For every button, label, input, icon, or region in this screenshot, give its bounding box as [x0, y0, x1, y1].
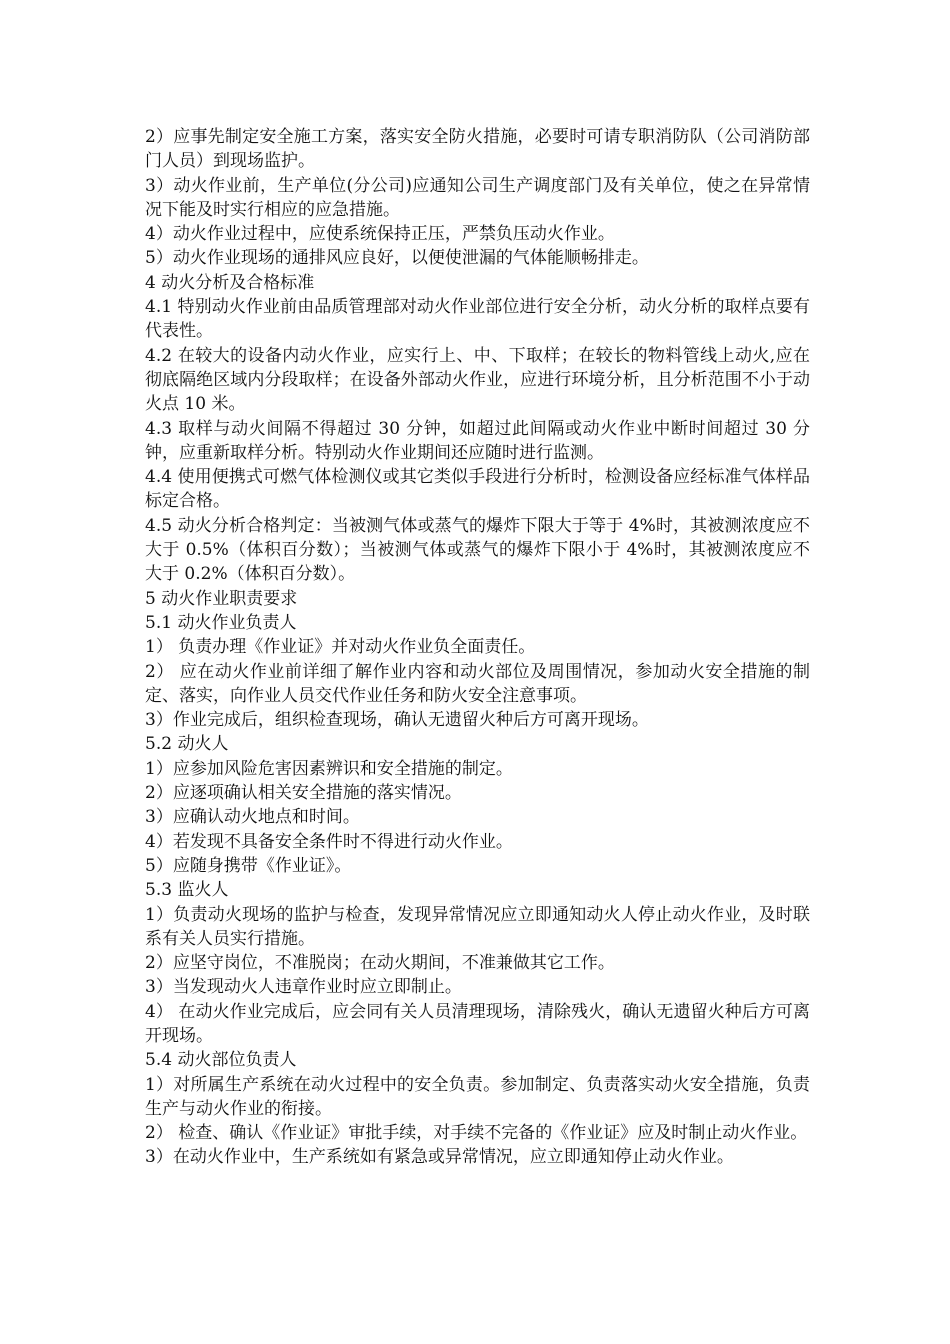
paragraph-4-1: 4.1 特别动火作业前由品质管理部对动火作业部位进行安全分析，动火分析的取样点要有代表性。 [145, 297, 810, 342]
list-item-5-1-1: 1） 负责办理《作业证》并对动火作业负全面责任。 [145, 637, 536, 658]
section-heading-4: 4 动火分析及合格标准 [145, 272, 315, 293]
list-item-5-2-3: 3）应确认动火地点和时间。 [145, 807, 360, 828]
list-item-5-2-2: 2）应逐项确认相关安全措施的落实情况。 [145, 783, 462, 804]
list-item-5-4-2: 2） 检查、确认《作业证》审批手续，对手续不完备的《作业证》应及时制止动火作业。 [145, 1123, 808, 1144]
subsection-heading-5-3: 5.3 监火人 [145, 880, 229, 901]
paragraph-4-5: 4.5 动火分析合格判定：当被测气体或蒸气的爆炸下限大于等于 4%时，其被测浓度应不大于 0.5%（体积百分数）；当被测气体或蒸气的爆炸下限小于 4%时，其被测浓度应不大于 0.2%（体积百分数）。 [145, 515, 810, 585]
paragraph-3-notify-dispatch: 3）动火作业前，生产单位(分公司)应通知公司生产调度部门及有关单位，使之在异常情况下能及时实行相应的应急措施。 [145, 175, 810, 220]
document-body [145, 125, 810, 1170]
list-item-5-3-2: 2）应坚守岗位，不准脱岗；在动火期间，不准兼做其它工作。 [145, 953, 615, 974]
paragraph-4-2: 4.2 在较大的设备内动火作业，应实行上、中、下取样；在较长的物料管线上动火,应在彻底隔绝区域内分段取样；在设备外部动火作业，应进行环境分析，且分析范围不小于动火点 10 米。 [145, 345, 810, 415]
list-item-5-2-1: 1）应参加风险危害因素辨识和安全措施的制定。 [145, 758, 513, 779]
subsection-heading-5-1: 5.1 动火作业负责人 [145, 612, 297, 633]
subsection-heading-5-2: 5.2 动火人 [145, 734, 229, 755]
list-item-5-4-3: 3）在动火作业中，生产系统如有紧急或异常情况，应立即通知停止动火作业。 [145, 1147, 734, 1168]
paragraph-2-safety-plan: 2）应事先制定安全施工方案，落实安全防火措施，必要时可请专职消防队（公司消防部门人员）到现场监护。 [145, 127, 810, 172]
list-item-5-2-4: 4）若发现不具备安全条件时不得进行动火作业。 [145, 831, 513, 852]
paragraph-4-4: 4.4 使用便携式可燃气体检测仪或其它类似手段进行分析时，检测设备应经标准气体样品标定合格。 [145, 467, 810, 512]
section-heading-5: 5 动火作业职责要求 [145, 588, 298, 609]
paragraph-4-positive-pressure: 4）动火作业过程中，应使系统保持正压，严禁负压动火作业。 [145, 224, 615, 245]
list-item-5-3-3: 3）当发现动火人违章作业时应立即制止。 [145, 977, 462, 998]
list-item-5-2-5: 5）应随身携带《作业证》。 [145, 855, 352, 876]
list-item-5-4-1: 1）对所属生产系统在动火过程中的安全负责。参加制定、负责落实动火安全措施，负责生产与动火作业的衔接。 [145, 1074, 810, 1119]
paragraph-4-3: 4.3 取样与动火间隔不得超过 30 分钟，如超过此间隔或动火作业中断时间超过 30 分钟，应重新取样分析。特别动火作业期间还应随时进行监测。 [145, 418, 810, 463]
list-item-5-1-2: 2） 应在动火作业前详细了解作业内容和动火部位及周围情况，参加动火安全措施的制定、落实，向作业人员交代作业任务和防火安全注意事项。 [145, 661, 810, 706]
list-item-5-3-1: 1）负责动火现场的监护与检查，发现异常情况应立即通知动火人停止动火作业，及时联系有关人员实行措施。 [145, 904, 810, 949]
subsection-heading-5-4: 5.4 动火部位负责人 [145, 1050, 297, 1071]
paragraph-5-ventilation: 5）动火作业现场的通排风应良好，以便使泄漏的气体能顺畅排走。 [145, 248, 649, 269]
list-item-5-1-3: 3）作业完成后，组织检查现场，确认无遗留火种后方可离开现场。 [145, 710, 649, 731]
list-item-5-3-4: 4） 在动火作业完成后，应会同有关人员清理现场，清除残火，确认无遗留火种后方可离开现场。 [145, 1001, 810, 1046]
